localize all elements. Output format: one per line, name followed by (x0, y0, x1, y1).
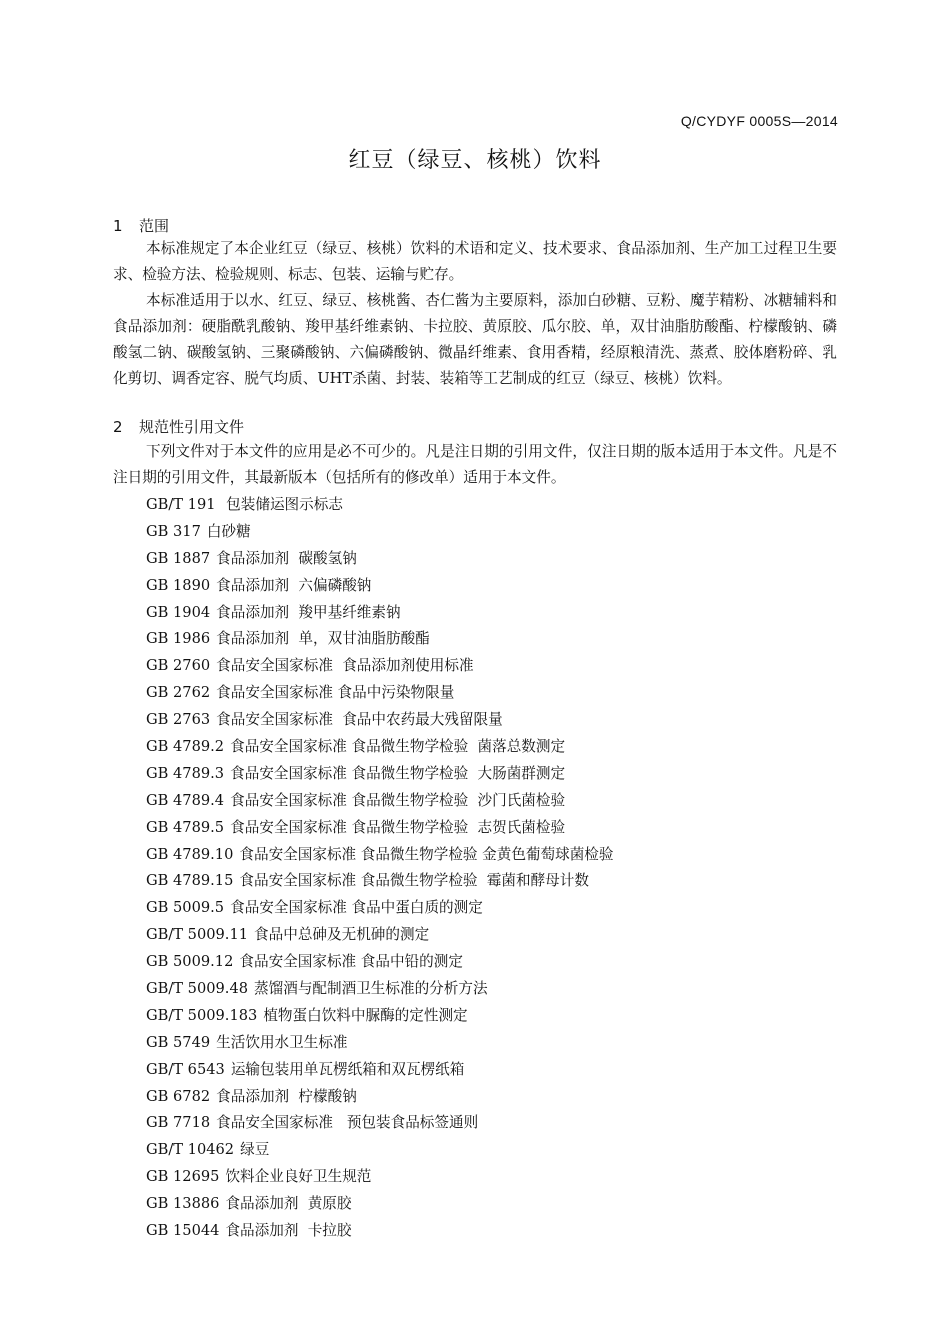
reference-item (146, 868, 614, 895)
reference-title: 食品添加剂 柠檬酸钠 (216, 1087, 357, 1105)
reference-title: 食品安全国家标准 食品中污染物限量 (216, 684, 455, 702)
reference-item (146, 1164, 614, 1191)
reference-title: 包装储运图示标志 (221, 496, 343, 513)
reference-item (146, 788, 614, 815)
reference-code: GB 6782 (146, 1087, 211, 1105)
reference-title: 食品添加剂 羧甲基纤维素钠 (216, 603, 401, 621)
reference-item (146, 1003, 614, 1030)
standard-code: Q/CYDYF 0005S—2014 (680, 113, 838, 129)
reference-title: 食品添加剂 单，双甘油脂肪酸酯 (216, 630, 430, 648)
section-number: 2 (113, 418, 123, 436)
reference-title: 食品安全国家标准 食品微生物学检验 霉菌和酵母计数 (239, 872, 589, 890)
reference-title: 食品安全国家标准 食品中蛋白质的测定 (230, 899, 483, 917)
reference-title: 食品安全国家标准 食品中农药最大残留限量 (216, 711, 503, 729)
reference-title: 食品添加剂 六偏磷酸钠 (216, 576, 372, 594)
reference-item (146, 842, 614, 869)
reference-code: GB 7718 (146, 1114, 211, 1132)
reference-item (146, 600, 614, 627)
reference-code: GB 2763 (146, 711, 211, 729)
reference-item (146, 519, 614, 546)
reference-code: GB 4789.2 (146, 738, 225, 756)
reference-item (146, 680, 614, 707)
section-title: 规范性引用文件 (139, 418, 245, 436)
section-title: 范围 (139, 217, 170, 235)
reference-item (146, 1057, 614, 1084)
reference-code: GB 4789.3 (146, 764, 225, 782)
reference-item (146, 922, 614, 949)
reference-item (146, 1084, 614, 1111)
reference-title: 绿豆 (240, 1141, 270, 1159)
reference-item (146, 949, 614, 976)
reference-code: GB 4789.10 (146, 845, 234, 863)
reference-code: GB/T 6543 (146, 1060, 225, 1078)
reference-code: GB 4789.15 (146, 872, 234, 890)
reference-item (146, 1218, 614, 1245)
reference-code: GB 1890 (146, 576, 211, 594)
reference-item (146, 1110, 614, 1137)
reference-title: 蒸馏酒与配制酒卫生标准的分析方法 (254, 980, 488, 998)
reference-item (146, 895, 614, 922)
reference-item (146, 546, 614, 573)
reference-item (146, 1191, 614, 1218)
reference-code: GB 4789.5 (146, 818, 225, 836)
reference-item (146, 707, 614, 734)
reference-title: 白砂糖 (206, 522, 251, 540)
reference-code: GB 1904 (146, 603, 211, 621)
reference-title: 运输包装用单瓦楞纸箱和双瓦楞纸箱 (230, 1060, 465, 1078)
reference-code: GB 15044 (146, 1222, 220, 1240)
reference-code: GB/T 191 (146, 496, 216, 513)
reference-code: GB 317 (146, 522, 201, 540)
reference-item (146, 653, 614, 680)
reference-item (146, 734, 614, 761)
section-1-heading (113, 215, 169, 236)
reference-title: 食品安全国家标准 食品微生物学检验 金黄色葡萄球菌检验 (239, 845, 614, 863)
reference-item (146, 815, 614, 842)
reference-item (146, 976, 614, 1003)
reference-code: GB/T 5009.11 (146, 926, 249, 944)
reference-code: GB 2762 (146, 684, 211, 702)
reference-title: 食品添加剂 碳酸氢钠 (216, 549, 357, 567)
reference-title: 食品添加剂 黄原胶 (225, 1195, 352, 1213)
section-1-paragraph-2: 本标准适用于以水、红豆、绿豆、核桃酱、杏仁酱为主要原料，添加白砂糖、豆粉、魔芋精粉、冰糖辅料和食品添加剂：硬脂酰乳酸钠、羧甲基纤维素钠、卡拉胶、黄原胶、瓜尔胶、单，双甘油脂肪酸酯、柠檬酸钠、磷酸氢二钠、碳酸氢钠、三聚磷酸钠、六偏磷酸钠、微晶纤维素、食用香精，经原粮清洗、蒸煮、胶体磨粉碎、乳化剪切、调香定容、脱气均质、UHT杀菌、封装、装箱等工艺制成的红豆（绿豆、核桃）饮料。 (113, 292, 837, 387)
reference-title: 饮料企业良好卫生规范 (225, 1168, 372, 1186)
reference-item (146, 1030, 614, 1057)
reference-code: GB/T 10462 (146, 1141, 235, 1159)
reference-item (146, 761, 614, 788)
reference-code: GB 2760 (146, 657, 211, 675)
reference-title: 食品安全国家标准 食品微生物学检验 志贺氏菌检验 (230, 818, 566, 836)
section-2-heading (113, 416, 244, 437)
reference-title: 食品安全国家标准 食品中铅的测定 (239, 953, 463, 971)
reference-title: 植物蛋白饮料中脲酶的定性测定 (263, 1006, 468, 1024)
reference-code: GB 12695 (146, 1168, 220, 1186)
reference-item (146, 1137, 614, 1164)
reference-title: 食品添加剂 卡拉胶 (225, 1222, 352, 1240)
reference-title: 食品安全国家标准 预包装食品标签通则 (216, 1114, 479, 1132)
reference-code: GB 5009.5 (146, 899, 225, 917)
reference-code: GB 5749 (146, 1033, 211, 1051)
section-2-paragraph-1: 下列文件对于本文件的应用是必不可少的。凡是注日期的引用文件，仅注日期的版本适用于本文件。凡是不注日期的引用文件，其最新版本（包括所有的修改单）适用于本文件。 (113, 443, 837, 486)
document-title: 红豆（绿豆、核桃）饮料 (348, 148, 602, 173)
reference-title: 生活饮用水卫生标准 (216, 1033, 348, 1051)
reference-code: GB/T 5009.183 (146, 1006, 258, 1024)
reference-title: 食品安全国家标准 食品微生物学检验 大肠菌群测定 (230, 764, 566, 782)
reference-code: GB 1986 (146, 630, 211, 648)
reference-title: 食品安全国家标准 食品添加剂使用标准 (216, 657, 474, 675)
section-number: 1 (113, 217, 123, 235)
reference-list (146, 492, 614, 1245)
reference-code: GB 1887 (146, 549, 211, 567)
reference-code: GB/T 5009.48 (146, 980, 249, 998)
section-1-paragraph-1: 本标准规定了本企业红豆（绿豆、核桃）饮料的术语和定义、技术要求、食品添加剂、生产加工过程卫生要求、检验方法、检验规则、标志、包装、运输与贮存。 (113, 240, 837, 283)
reference-title: 食品安全国家标准 食品微生物学检验 沙门氏菌检验 (230, 791, 566, 809)
reference-title: 食品中总砷及无机砷的测定 (254, 926, 430, 944)
reference-code: GB 5009.12 (146, 953, 234, 971)
reference-item (146, 573, 614, 600)
reference-item (146, 626, 614, 653)
reference-title: 食品安全国家标准 食品微生物学检验 菌落总数测定 (230, 738, 566, 756)
reference-item (146, 492, 614, 519)
reference-code: GB 4789.4 (146, 791, 225, 809)
reference-code: GB 13886 (146, 1195, 220, 1213)
